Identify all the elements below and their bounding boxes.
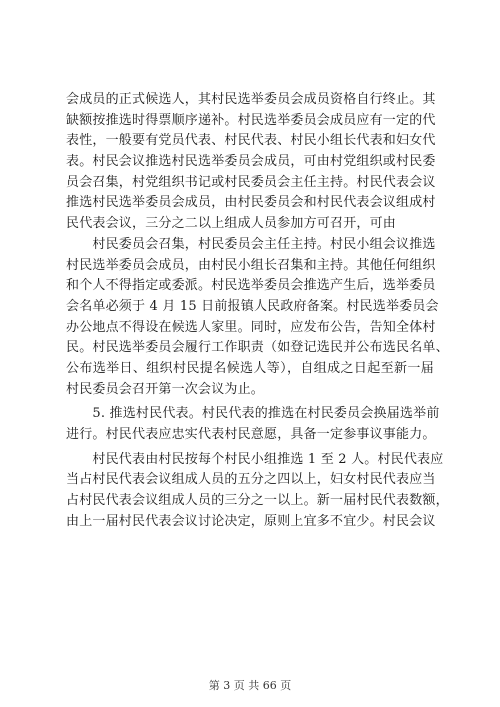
- document-body: [66, 90, 449, 532]
- text-line: 民代表会议，三分之二以上组成人员参加方可召开，可由: [66, 216, 397, 232]
- text-line: 民。村民选举委员会履行工作职责（如登记选民并公布选民名单、: [66, 340, 449, 356]
- text-line: 村民委员会召开第一次会议为止。: [66, 381, 265, 397]
- text-line: 会名单必须于 4 月 15 日前报镇人民政府备案。村民选举委员会: [66, 298, 439, 314]
- page-number-label: 第 3 页 共 66 页: [208, 679, 292, 692]
- text-line: 会成员的正式候选人，其村民选举委员会成员资格自行终止。其: [66, 92, 436, 107]
- text-line: 村民委员会召集，村民委员会主任主持。村民小组会议推选: [66, 236, 436, 252]
- text-line: 推选村民选举委员会成员，由村民委员会和村民代表会议组成村: [66, 195, 436, 211]
- page-footer: [0, 677, 500, 693]
- text-line: 公布选举日、组织村民提名候选人等），自组成之日起至新一届: [66, 360, 434, 376]
- text-line: 和个人不得指定或委派。村民选举委员会推选产生后，选举委员: [66, 278, 436, 294]
- text-line: 村民选举委员会成员，由村民小组长召集和主持。其他任何组织: [66, 257, 436, 273]
- paragraph-candidate-vacancy: [66, 90, 434, 235]
- text-line: 5. 推选村民代表。村民代表的推选在村民委员会换届选举前: [66, 406, 440, 422]
- text-line: 进行。村民代表应忠实代表村民意愿，具备一定参事议事能力。: [66, 427, 436, 442]
- text-line: 由上一届村民代表会议讨论决定，原则上宜多不宜少。村民会议: [66, 513, 436, 529]
- text-line: 员会召集，村党组织书记或村民委员会主任主持。村民代表会议: [66, 174, 436, 190]
- text-line: 办公地点不得设在候选人家里。同时，应发布公告，告知全体村: [66, 319, 436, 335]
- text-line: 缺额按推选时得票顺序递补。村民选举委员会成员应有一定的代: [66, 112, 436, 128]
- paragraph-group-meeting: [66, 235, 449, 401]
- text-line: 表。村民会议推选村民选举委员会成员，可由村党组织或村民委: [66, 154, 436, 170]
- paragraph-representative-election: [66, 404, 440, 445]
- text-line: 表性，一般要有党员代表、村民代表、村民小组长代表和妇女代: [66, 133, 436, 149]
- text-line: 当占村民代表会议组成人员的五分之四以上，妇女村民代表应当: [66, 472, 436, 488]
- text-line: 村民代表由村民按每个村民小组推选 1 至 2 人。村民代表应: [66, 451, 444, 467]
- text-line: 占村民代表会议组成人员的三分之一以上。新一届村民代表数额，: [66, 493, 449, 509]
- paragraph-representative-quota: [66, 450, 449, 533]
